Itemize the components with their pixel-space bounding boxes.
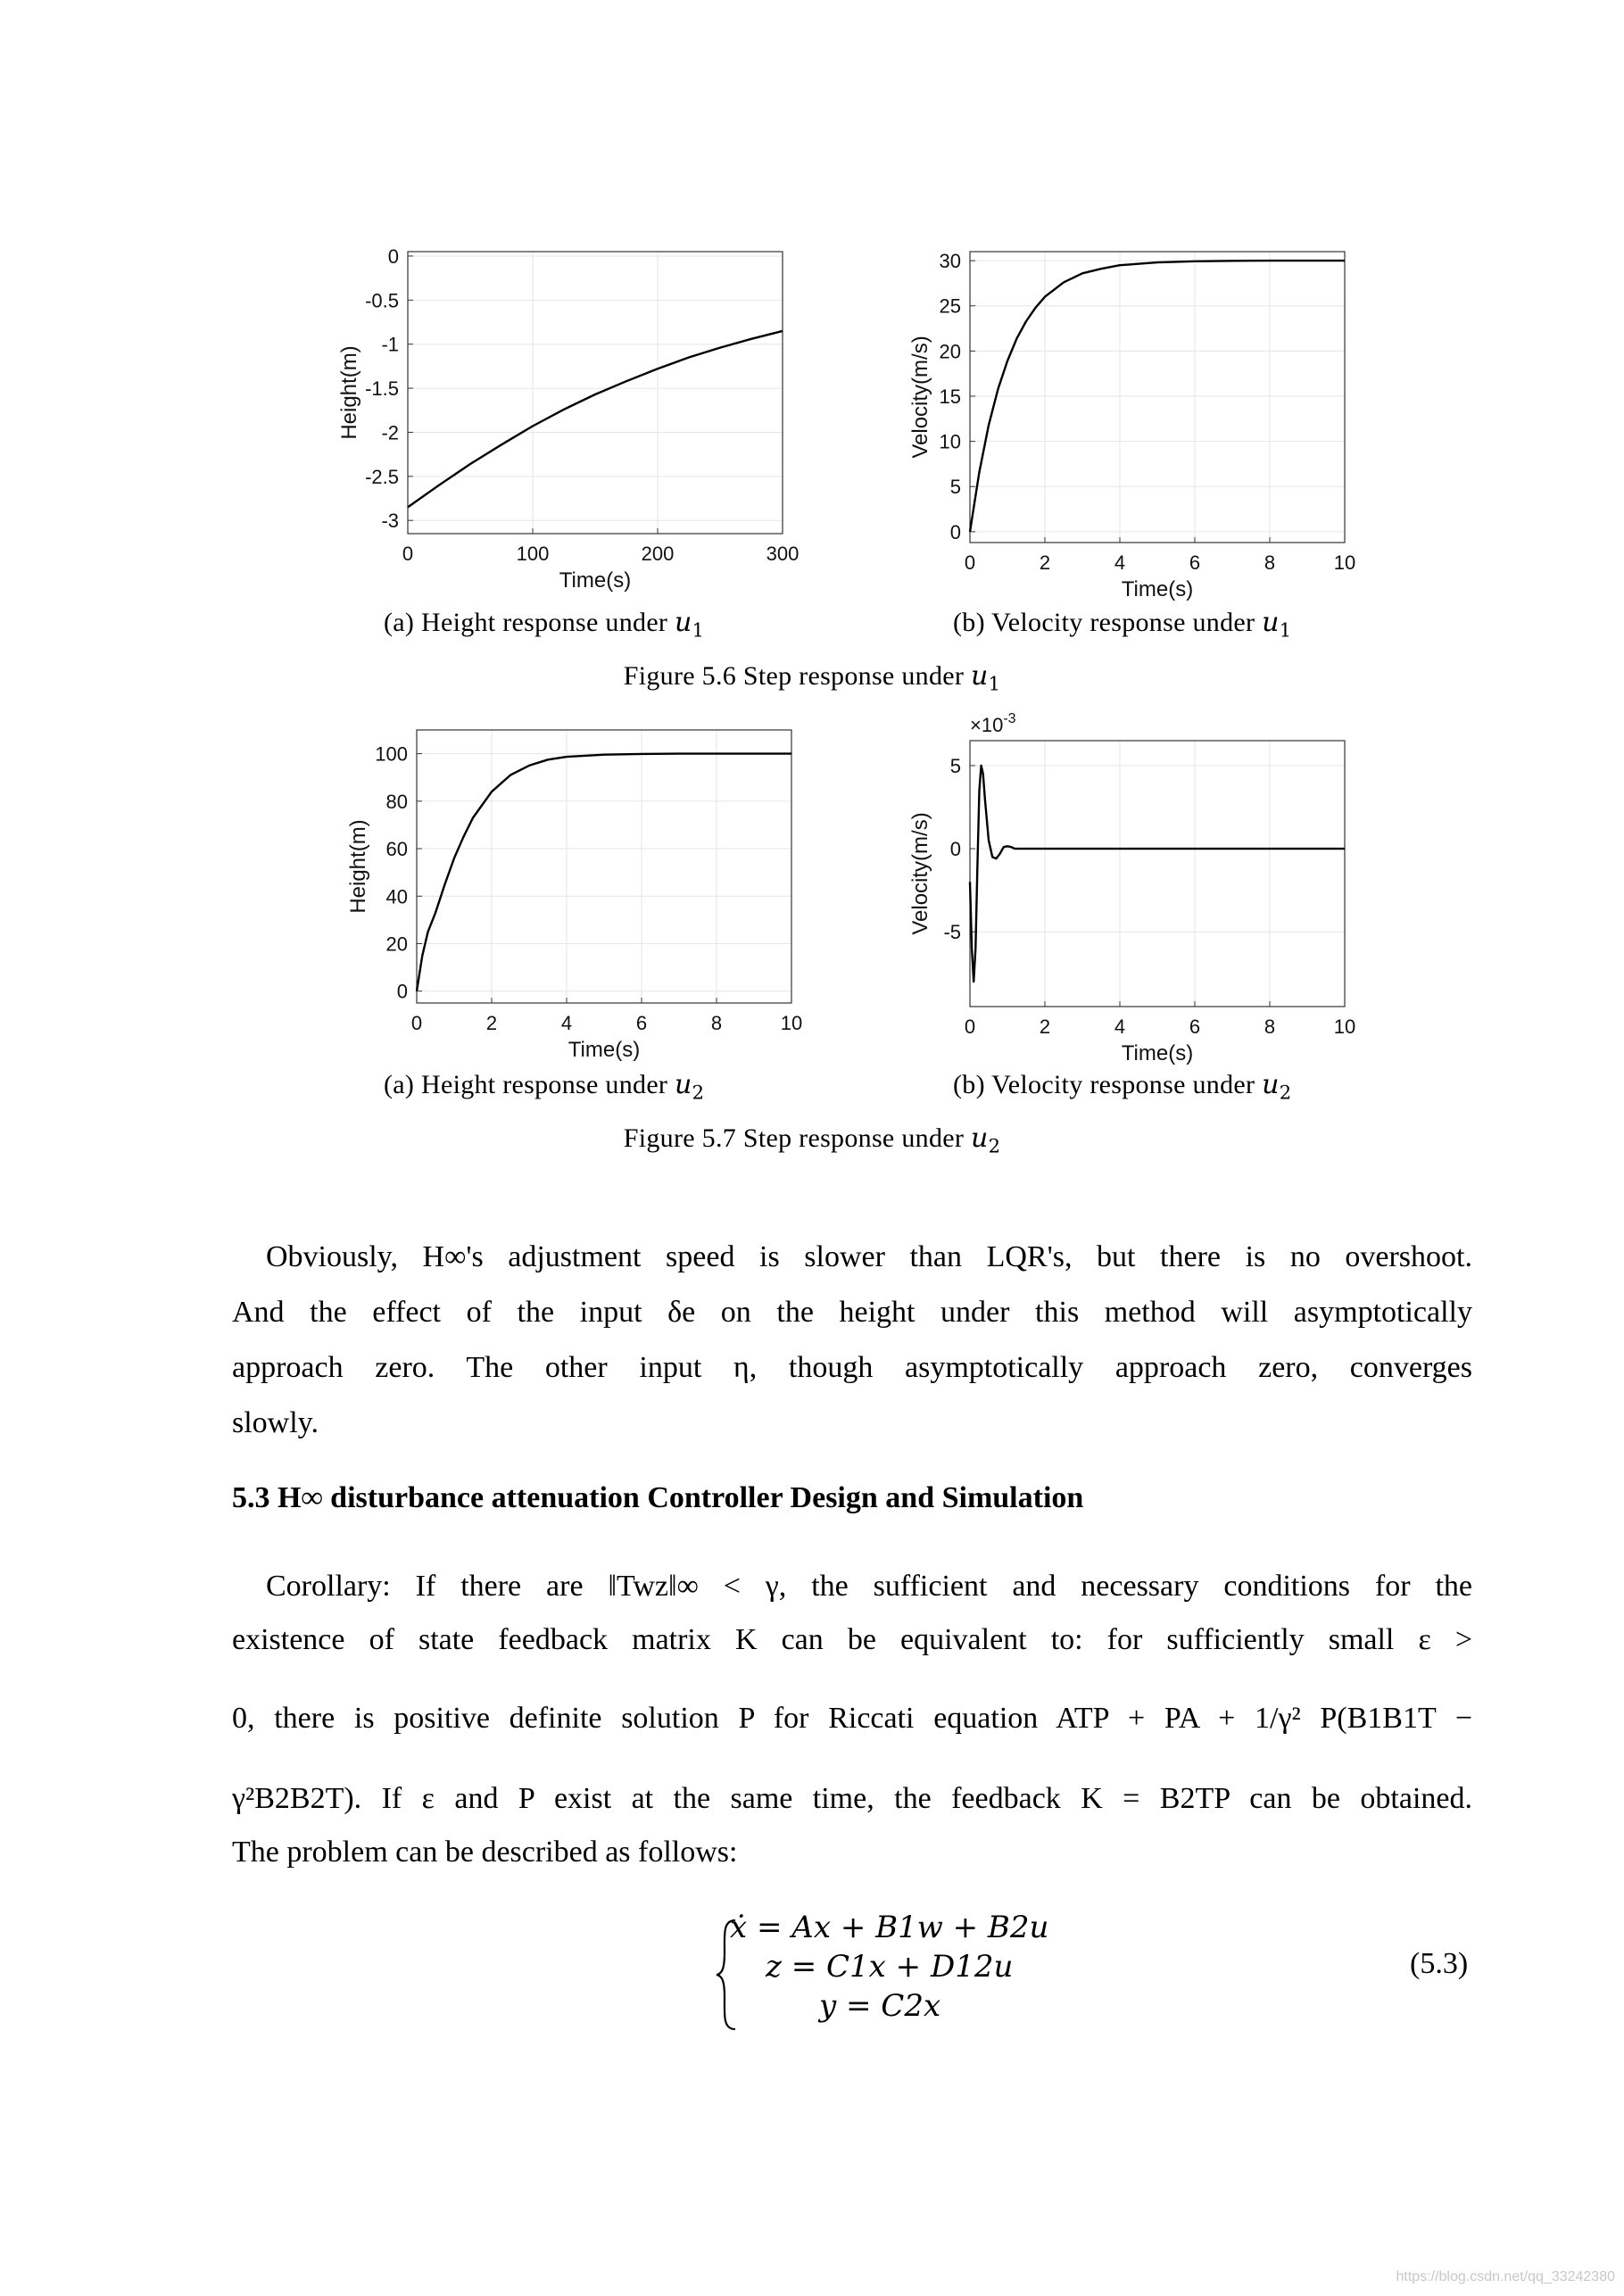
x-tick-label: 4 [560,1012,573,1034]
chart-velocity-u1-svg [883,241,1383,607]
chart-height-u2-svg [321,705,821,1062]
x-tick-label: 6 [1189,551,1201,574]
subcaption-var-letter: u [1262,607,1280,638]
figure-caption-var-sub: 1 [988,673,1001,695]
equation-number: (5.3) [1410,1947,1469,1980]
figure-caption-var-letter: u [970,660,989,692]
para2-line2: existence of state feedback matrix K can be equivalent to: for sufficiently small ε > [232,1623,1472,1656]
figure-caption-var [970,1123,1001,1157]
para1-line2: And the effect of the input δe on the height under this method will asymptotically [232,1296,1472,1329]
x-tick-label: 0 [402,543,414,565]
y-tick-label: 80 [385,790,408,813]
subcaption-height-u1 [384,607,704,641]
y-tick-label: 20 [385,932,408,956]
y-tick-label: 40 [385,885,408,908]
figure-caption-var-sub: 2 [988,1135,1001,1157]
y-axis-multiplier-exponent: -3 [1003,711,1016,726]
y-tick-label: 0 [396,980,408,1003]
equation-line-3: y = C2x [819,1988,941,2024]
subcaption-var-sub: 2 [692,1082,705,1104]
subcaption-velocity-u2 [953,1069,1291,1103]
y-tick-label: -2 [381,421,399,444]
subcaption-var-letter: u [675,1069,692,1100]
x-tick-label: 10 [1333,551,1356,574]
y-axis-label: Height(m) [346,819,370,914]
plot-area [970,252,1345,543]
subcaption-text: (a) Height response under [384,1070,668,1099]
x-tick-label: 100 [516,543,550,565]
chart-velocity-u2-svg [883,705,1383,1071]
subcaption-var [1262,607,1292,642]
paragraph-corollary [232,1560,1472,1879]
chart-height-u1 [312,241,812,598]
figure-caption-text: Figure 5.7 Step response under [623,1123,965,1153]
y-axis-label: Velocity(m/s) [908,336,932,459]
para2-line5: The problem can be described as follows: [232,1836,738,1869]
y-axis-multiplier: $\times 10^{-3}$ [970,711,1016,736]
section-heading-5-3: 5.3 H∞ disturbance attenuation Controller Design and Simulation [232,1481,1084,1514]
y-axis-label: Height(m) [337,345,361,440]
y-axis-label: Velocity(m/s) [908,812,932,935]
y-tick-label: -0.5 [365,289,399,312]
y-tick-label: -5 [943,921,961,944]
x-tick-label: 6 [635,1012,648,1034]
subcaption-var-letter: u [675,607,692,638]
plot-area [417,730,791,1003]
y-tick-label: 0 [949,838,961,861]
x-tick-label: 8 [1264,1015,1276,1038]
y-tick-label: -3 [381,510,399,533]
y-tick-label: 20 [939,340,961,363]
x-tick-label: 4 [1114,1015,1126,1038]
y-tick-label: -1 [381,333,399,356]
x-tick-label: 8 [710,1012,723,1034]
y-tick-label: 100 [375,742,408,766]
y-tick-label: 10 [939,430,961,453]
chart-velocity-u1 [883,241,1383,607]
y-tick-label: 0 [387,245,399,268]
plot-area [970,741,1345,1007]
y-tick-label: -1.5 [365,377,399,401]
figure-caption-text: Figure 5.6 Step response under [623,661,965,691]
x-tick-label: 200 [641,543,675,565]
figure-5-7-caption [0,1123,1624,1156]
plot-area [408,252,783,534]
x-tick-label: 2 [485,1012,498,1034]
x-axis-label: Time(s) [1121,1041,1194,1065]
para1-line3: approach zero. The other input η, though asymptotically approach zero, converges [232,1351,1472,1384]
x-tick-label: 8 [1264,551,1276,574]
subcaption-velocity-u1 [953,607,1291,641]
para1-line4: slowly. [232,1406,319,1439]
subcaption-text: (b) Velocity response under [953,608,1255,637]
x-tick-label: 300 [766,543,800,565]
x-axis-label: Time(s) [568,1038,641,1062]
para2-line3: 0, there is positive definite solution P for Riccati equation ATP + PA + 1/γ² P(B1B1T − [232,1702,1472,1735]
subcaption-var-letter: u [1262,1069,1280,1100]
x-tick-label: 10 [780,1012,803,1034]
subcaption-var-sub: 1 [692,619,705,642]
y-tick-label: 30 [939,250,961,273]
watermark-url: https://blog.csdn.net/qq_33242380 [1396,2269,1615,2284]
paragraph-hinf-discussion [232,1230,1472,1451]
figure-5-6-caption [0,660,1624,694]
subcaption-height-u2 [384,1069,704,1103]
y-tick-label: 5 [949,476,961,499]
y-tick-label: -2.5 [365,465,399,488]
x-tick-label: 2 [1039,1015,1051,1038]
y-tick-label: 0 [949,520,961,543]
x-tick-label: 4 [1114,551,1126,574]
y-tick-label: 60 [385,838,408,861]
subcaption-var-sub: 2 [1279,1082,1292,1104]
x-tick-label: 2 [1039,551,1051,574]
x-axis-label: Time(s) [1121,577,1194,601]
figure-caption-var-letter: u [970,1123,989,1154]
equation-line-1: ẋ = Ax + B1w + B2u [730,1910,1049,1945]
x-tick-label: 0 [410,1012,423,1034]
para2-line1: Corollary: If there are ‖Twz‖∞ < γ, the sufficient and necessary conditions for the [266,1570,1472,1603]
subcaption-var [1262,1069,1292,1104]
x-tick-label: 10 [1333,1015,1356,1038]
chart-height-u2 [321,705,821,1062]
subcaption-var [675,607,705,642]
para1-line1: Obviously, H∞'s adjustment speed is slower than LQR's, but there is no overshoot. [266,1240,1472,1273]
y-tick-label: 5 [949,754,961,777]
y-tick-label: 25 [939,294,961,318]
subcaption-var [675,1069,705,1104]
x-tick-label: 0 [964,1015,976,1038]
x-axis-label: Time(s) [559,568,632,593]
x-tick-label: 0 [964,551,976,574]
subcaption-var-sub: 1 [1279,619,1292,642]
subcaption-text: (b) Velocity response under [953,1070,1255,1099]
figure-caption-var [970,660,1001,695]
chart-height-u1-svg [312,241,812,598]
para2-line4: γ²B2B2T). If ε and P exist at the same time, the feedback K = B2TP can be obtained. [232,1782,1472,1815]
chart-velocity-u2 [883,705,1383,1071]
x-tick-label: 6 [1189,1015,1201,1038]
equation-line-2: z = C1x + D12u [766,1949,1014,1985]
subcaption-text: (a) Height response under [384,608,668,637]
y-tick-label: 15 [939,385,961,408]
